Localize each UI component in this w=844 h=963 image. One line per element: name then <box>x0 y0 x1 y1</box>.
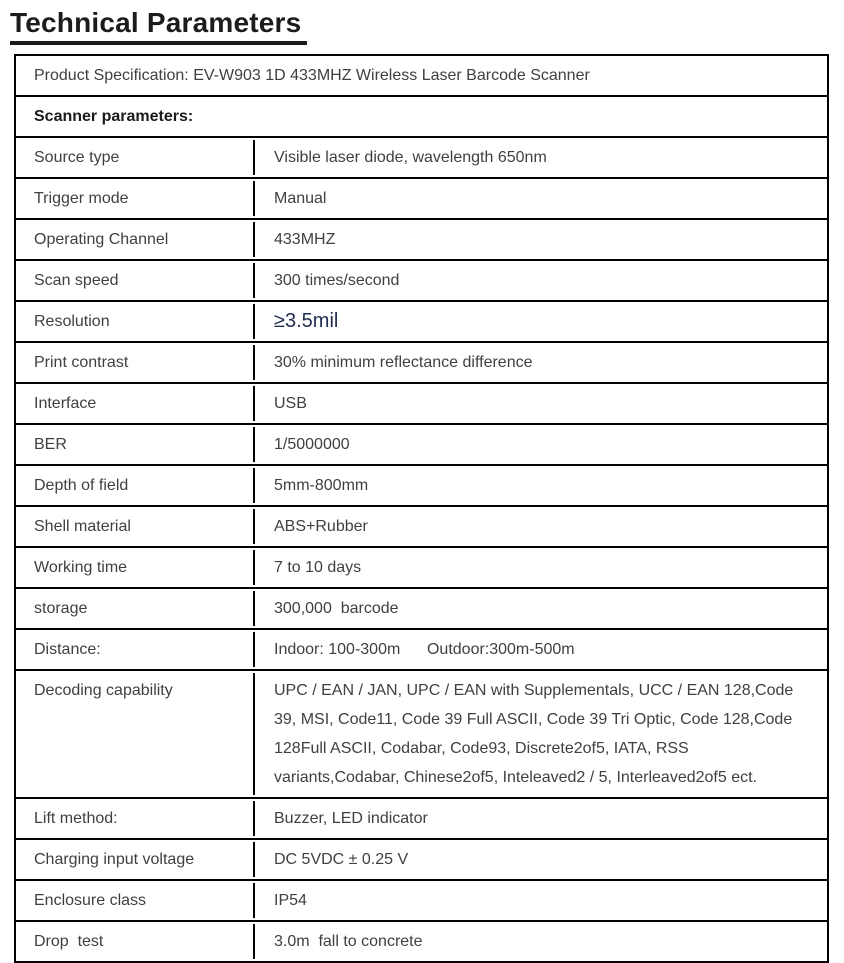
table-row <box>16 218 827 259</box>
table-row <box>16 669 827 797</box>
section-header-text: Scanner parameters: <box>34 108 194 125</box>
param-value: IP54 <box>254 881 827 920</box>
param-value: 433MHZ <box>254 220 827 259</box>
param-label: Interface <box>34 395 97 412</box>
product-specification-text: Product Specification: EV-W903 1D 433MHZ Wireless Laser Barcode Scanner <box>34 67 590 84</box>
param-value: 7 to 10 days <box>254 548 827 587</box>
table-row <box>16 628 827 669</box>
page-title: Technical Parameters <box>10 7 307 45</box>
param-value: 1/5000000 <box>254 425 827 464</box>
table-row <box>16 382 827 423</box>
param-value: 300,000 barcode <box>254 589 827 628</box>
table-row <box>16 587 827 628</box>
table-row <box>16 838 827 879</box>
param-label: Source type <box>34 149 120 166</box>
param-label: Charging input voltage <box>34 851 195 868</box>
param-value: DC 5VDC ± 0.25 V <box>254 840 827 879</box>
param-label: Enclosure class <box>34 892 147 909</box>
param-label: storage <box>34 600 88 617</box>
param-value: Visible laser diode, wavelength 650nm <box>254 138 827 177</box>
param-label: Distance: <box>34 641 101 658</box>
param-value: 3.0m fall to concrete <box>254 922 827 961</box>
param-value: UPC / EAN / JAN, UPC / EAN with Supplementals, UCC / EAN 128,Code 39, MSI, Code11, Code 39 Full ASCII, Code 39 Tri Optic, Code 128,Code 128Full ASCII, Codabar, Code93, Discrete2of5, IATA, RSS variants,Codabar, Chinese2of5, Inteleaved2 / 5, Interleaved2of5 ect. <box>254 671 827 797</box>
param-value: Manual <box>254 179 827 218</box>
param-value: USB <box>254 384 827 423</box>
param-label: Print contrast <box>34 354 129 371</box>
param-label: Operating Channel <box>34 231 169 248</box>
param-value: 5mm-800mm <box>254 466 827 505</box>
table-row <box>16 797 827 838</box>
param-label: Lift method: <box>34 810 118 827</box>
table-row <box>16 136 827 177</box>
param-label: Trigger mode <box>34 190 129 207</box>
table-row <box>16 259 827 300</box>
spec-table <box>14 54 829 963</box>
param-value: Buzzer, LED indicator <box>254 799 827 838</box>
param-label: Working time <box>34 559 128 576</box>
table-row <box>16 505 827 546</box>
param-label: Depth of field <box>34 477 129 494</box>
param-label: Resolution <box>34 313 110 330</box>
param-label: Shell material <box>34 518 131 535</box>
table-row <box>16 177 827 218</box>
param-value: ABS+Rubber <box>254 507 827 546</box>
table-row <box>16 546 827 587</box>
param-label: BER <box>34 436 67 453</box>
table-row <box>16 300 827 341</box>
param-value: ≥3.5mil <box>254 302 827 341</box>
param-label: Scan speed <box>34 272 119 289</box>
table-row <box>16 879 827 920</box>
param-label: Drop test <box>34 933 104 950</box>
param-value: 30% minimum reflectance difference <box>254 343 827 382</box>
param-value: 300 times/second <box>254 261 827 300</box>
product-specification-row <box>16 56 827 95</box>
section-header-row <box>16 95 827 136</box>
table-row <box>16 341 827 382</box>
table-row <box>16 423 827 464</box>
table-row <box>16 920 827 961</box>
table-row <box>16 464 827 505</box>
param-value: Indoor: 100-300m Outdoor:300m-500m <box>254 630 827 669</box>
param-label: Decoding capability <box>34 682 173 699</box>
